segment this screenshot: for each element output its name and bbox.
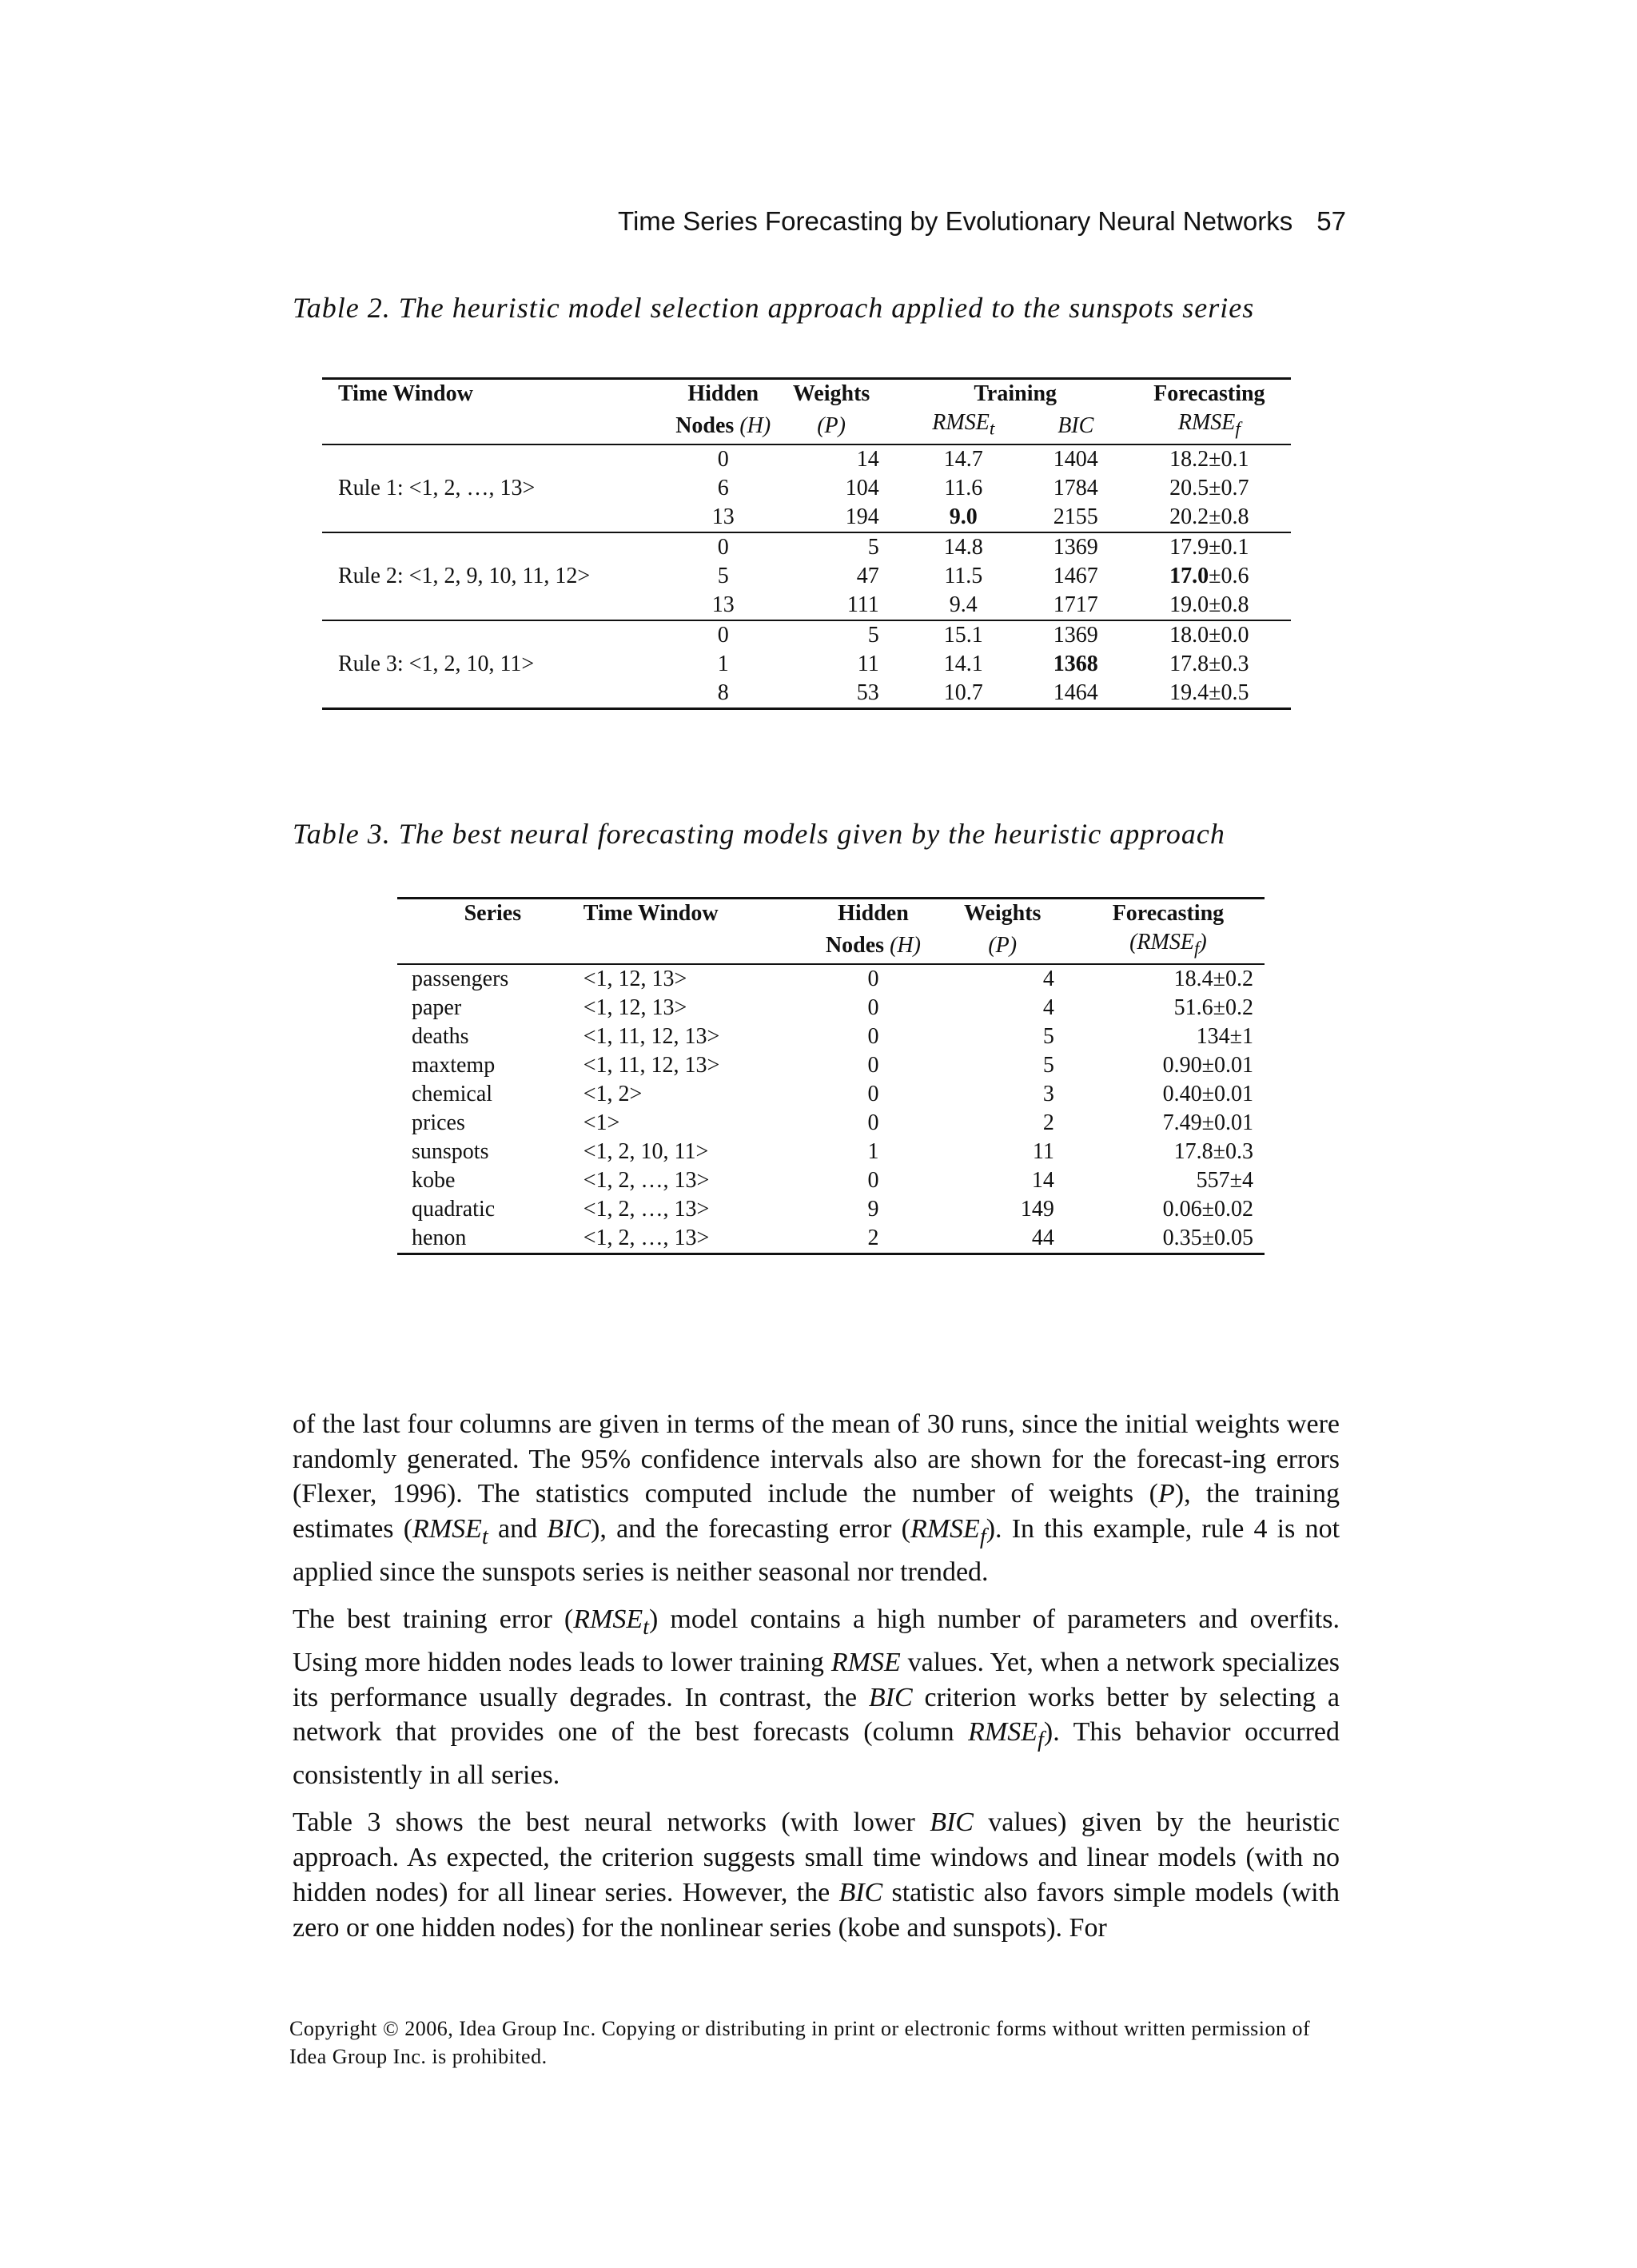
- paragraph-2: The best training error $(RMSE_t)$ model contains a high number of parameters and overfits. Using more hidden nodes leads to lower training RMSE values. Yet, when a network specializes its performance usually degrades. In contrast, the BIC criterion works better by selecting a network that provides one of the best forecasts (column $RMSE_f$). This behavior occurred consistently in all series.: [293, 1604, 1340, 1790]
- t3-header-nodes: Nodes (H): [800, 928, 946, 964]
- copyright-notice: Copyright © 2006, Idea Group Inc. Copying or distributing in print or electronic forms without written permission of Idea Group Inc. is prohibited.: [289, 2017, 1311, 2068]
- paragraph-3: Table 3 shows the best neural networks (with lower BIC values) given by the heuristic approach. As expected, the criterion suggests small time windows and linear models (with no hidden nodes) for all linear series. However, the BIC statistic also favors simple models (with zero or one hidden nodes) for the nonlinear series (kobe and sunspots). For: [293, 1808, 1340, 1943]
- t3-header-spacer: [579, 928, 801, 964]
- body-text: [293, 1407, 1340, 1958]
- t2-rule-label: Rule 3: <1, 2, 10, 11>: [338, 651, 535, 676]
- table-row: henon <1, 2, …, 13> 2 44 0.35±0.05: [412, 1225, 1253, 1250]
- table-row: Rule 3: <1, 2, 10, 11> 1 11 14.1 1368 17.8±0.3: [322, 650, 1291, 679]
- t2-rule-label: Rule 2: <1, 2, 9, 10, 11, 12>: [338, 563, 591, 588]
- t2-header-forecasting: Forecasting: [1153, 381, 1265, 406]
- page-number: 57: [1316, 206, 1346, 236]
- t2-header-weights: Weights: [792, 381, 870, 406]
- table2-caption: Table 2. The heuristic model selection approach applied to the sunspots series: [293, 292, 1255, 324]
- table-row: 0 14 14.7 1404 18.2±0.1: [717, 446, 1249, 472]
- table-row: Rule 2: <1, 2, 9, 10, 11, 12> 5 47 11.5 1467 17.0±0.6: [322, 562, 1291, 591]
- table-row: passengers <1, 12, 13> 0 4 18.4±0.2: [412, 966, 1253, 991]
- table3: [397, 897, 1265, 1255]
- t3-header-weights-sym: (P): [946, 928, 1078, 964]
- t2-header-spacer: [322, 409, 667, 444]
- running-head: [618, 206, 1346, 237]
- t3-header-hidden: Hidden: [838, 901, 909, 926]
- t2-header-bic: BIC: [1024, 409, 1128, 444]
- table-row: 13 111 9.4 1717 19.0±0.8: [711, 592, 1249, 617]
- t3-header-forecasting: Forecasting: [1112, 901, 1225, 926]
- t2-header-training: Training: [974, 381, 1057, 406]
- running-title: Time Series Forecasting by Evolutionary Neural Networks: [618, 206, 1293, 236]
- table3-caption: Table 3. The best neural forecasting models given by the heuristic approach: [293, 818, 1225, 850]
- table-row: chemical <1, 2> 0 3 0.40±0.01: [412, 1081, 1253, 1106]
- t3-header-rmse-f: $(RMSE_f)$: [1078, 928, 1265, 964]
- t2-group-rule3: [322, 620, 1291, 709]
- table-row: Rule 1: <1, 2, …, 13> 6 104 11.6 1784 20.5±0.7: [322, 474, 1291, 503]
- t2-group-rule1: [322, 444, 1291, 532]
- table-row: paper <1, 12, 13> 0 4 51.6±0.2: [412, 994, 1253, 1020]
- t3-header-series: Series: [464, 901, 522, 926]
- t2-group-rule2: [322, 532, 1291, 620]
- table-row: prices <1> 0 2 7.49±0.01: [412, 1110, 1253, 1135]
- t3-header-weights: Weights: [963, 901, 1042, 926]
- t2-rule-label: Rule 1: <1, 2, …, 13>: [338, 475, 536, 500]
- table-row: sunspots <1, 2, 10, 11> 1 11 17.8±0.3: [412, 1138, 1253, 1164]
- t2-header-time-window: Time Window: [338, 381, 473, 406]
- t3-header-spacer: [397, 928, 579, 964]
- table-row: maxtemp <1, 11, 12, 13> 0 5 0.90±0.01: [412, 1052, 1253, 1078]
- table-row: quadratic <1, 2, …, 13> 9 149 0.06±0.02: [412, 1196, 1253, 1222]
- t2-header-rmse-f: $RMSE_f$: [1128, 409, 1291, 444]
- table-row: deaths <1, 11, 12, 13> 0 5 134±1: [412, 1023, 1253, 1049]
- table-row: 0 5 14.8 1369 17.9±0.1: [322, 532, 1291, 562]
- table-row: kobe <1, 2, …, 13> 0 14 557±4: [412, 1167, 1253, 1193]
- t2-header-rmse-t: $RMSE_t$: [903, 409, 1024, 444]
- t3-header-time-window: Time Window: [583, 901, 719, 926]
- t2-header-hidden: Hidden: [687, 381, 759, 406]
- table-row: 0 5 15.1 1369 18.0±0.0: [322, 620, 1291, 650]
- t2-header-nodes: Nodes (H): [667, 409, 779, 444]
- table-row: 8 53 10.7 1464 19.4±0.5: [717, 680, 1249, 705]
- t2-header-weights-sym: (P): [779, 409, 902, 444]
- paragraph-1: of the last four columns are given in terms of the mean of 30 runs, since the initial weights were randomly generated. The 95% confidence intervals also are shown for the forecast-ing errors (Flexer, 1996). The statistics computed include the number of weights (P), the training estimates ($RMSE_t$ and BIC), and the forecasting error $(RMSE_f)$. In this example, rule 4 is not applied since the sunspots series is neither seasonal nor trended.: [293, 1409, 1340, 1587]
- table-row: 13 194 9.0 2155 20.2±0.8: [711, 504, 1249, 529]
- table2: [322, 377, 1291, 710]
